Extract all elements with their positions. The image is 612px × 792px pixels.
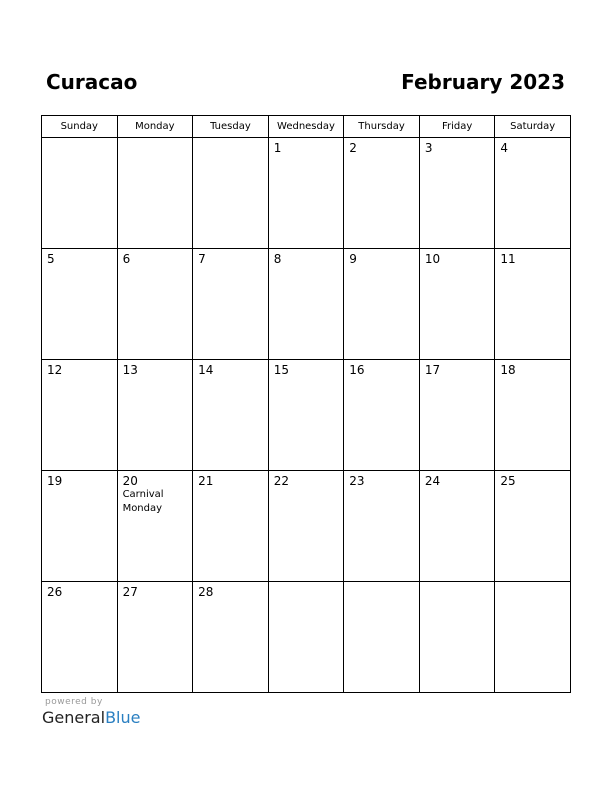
week-row — [42, 471, 571, 582]
day-number: 19 — [47, 474, 63, 488]
day-number: 22 — [273, 474, 289, 488]
day-cell — [268, 360, 344, 471]
day-cell — [193, 582, 269, 693]
day-cell — [193, 471, 269, 582]
weekday-header: Tuesday — [193, 116, 269, 138]
day-number: 4 — [500, 141, 509, 155]
week-row — [42, 582, 571, 693]
day-number: 21 — [198, 474, 214, 488]
day-cell — [42, 249, 118, 360]
day-cell — [419, 138, 495, 249]
day-number: 10 — [424, 252, 441, 266]
day-number: 1 — [273, 141, 282, 155]
day-number: 6 — [122, 252, 131, 266]
calendar-title-country: Curacao — [46, 70, 138, 94]
day-number: 5 — [47, 252, 55, 266]
weekday-header: Thursday — [344, 116, 420, 138]
day-cell — [344, 138, 420, 249]
day-cell — [268, 249, 344, 360]
weekday-header: Sunday — [42, 116, 118, 138]
day-cell — [419, 249, 495, 360]
day-number: 7 — [198, 252, 206, 266]
day-cell — [495, 471, 571, 582]
day-number: 17 — [424, 363, 441, 377]
day-number: 15 — [273, 363, 289, 377]
day-cell — [117, 249, 193, 360]
day-number: 13 — [122, 363, 138, 377]
day-number: 25 — [500, 474, 516, 488]
day-cell — [495, 582, 571, 693]
brand-part1: General — [42, 708, 106, 727]
day-cell — [117, 138, 193, 249]
day-number: 18 — [500, 363, 516, 377]
day-cell — [344, 360, 420, 471]
day-number: 20 — [122, 474, 138, 488]
day-cell — [344, 582, 420, 693]
day-cell — [117, 360, 193, 471]
day-number: 26 — [47, 585, 63, 599]
weekday-header: Friday — [419, 116, 495, 138]
day-cell — [268, 138, 344, 249]
weekday-header: Monday — [117, 116, 193, 138]
holiday-label: Carnival Monday — [122, 489, 164, 514]
day-number: 24 — [424, 474, 441, 488]
day-cell — [344, 249, 420, 360]
calendar-title-month: February 2023 — [401, 70, 565, 94]
day-cell — [42, 138, 118, 249]
day-number: 28 — [198, 585, 214, 599]
day-cell — [193, 249, 269, 360]
day-cell — [268, 582, 344, 693]
day-cell — [419, 471, 495, 582]
day-cell — [193, 360, 269, 471]
week-row — [42, 138, 571, 249]
day-number: 12 — [47, 363, 63, 377]
day-number: 27 — [122, 585, 138, 599]
day-cell — [419, 582, 495, 693]
weekday-header: Wednesday — [268, 116, 344, 138]
day-number: 8 — [273, 252, 282, 266]
day-number: 2 — [349, 141, 357, 155]
weekday-header: Saturday — [495, 116, 571, 138]
day-cell — [117, 471, 193, 582]
day-number: 14 — [198, 363, 214, 377]
day-number: 23 — [349, 474, 365, 488]
day-cell — [495, 249, 571, 360]
day-cell — [419, 360, 495, 471]
weekday-header-row — [42, 116, 571, 138]
powered-by-label: powered by — [45, 697, 103, 707]
day-number: 16 — [349, 363, 365, 377]
day-cell — [42, 360, 118, 471]
brand-part2: Blue — [105, 708, 141, 727]
day-cell — [268, 471, 344, 582]
generalblue-logo[interactable] — [42, 708, 140, 727]
week-row — [42, 249, 571, 360]
day-cell — [495, 360, 571, 471]
week-row — [42, 360, 571, 471]
day-number: 11 — [500, 252, 516, 266]
day-cell — [42, 582, 118, 693]
day-number: 3 — [424, 141, 433, 155]
day-number: 9 — [349, 252, 357, 266]
day-cell — [495, 138, 571, 249]
day-cell — [117, 582, 193, 693]
day-cell — [193, 138, 269, 249]
day-cell — [42, 471, 118, 582]
calendar-grid — [41, 115, 571, 693]
day-cell — [344, 471, 420, 582]
